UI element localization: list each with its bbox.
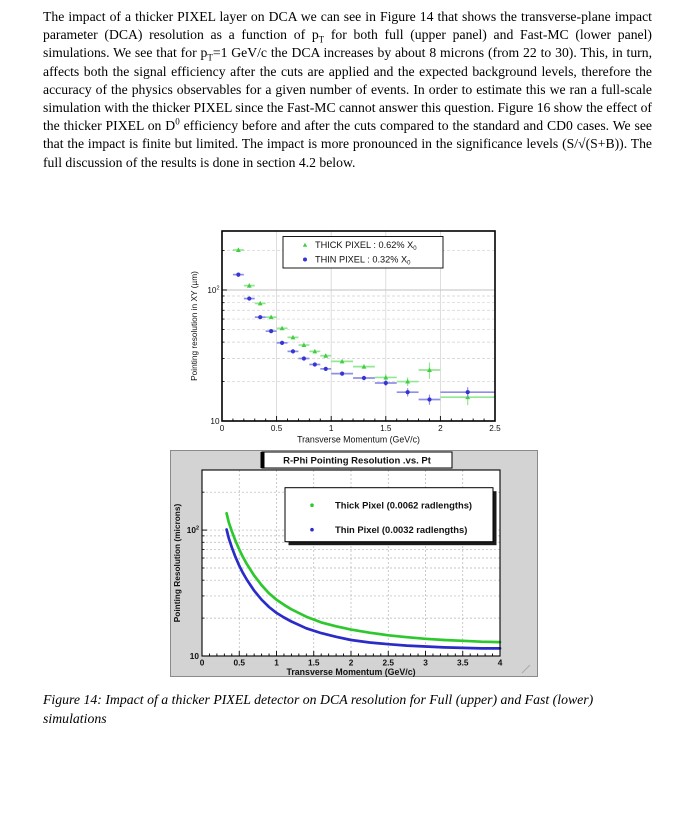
- x-tick-label: 4: [497, 657, 503, 668]
- data-point-circle: [406, 390, 410, 394]
- x-tick-label: 2.5: [489, 424, 501, 433]
- x-tick-label: 3.5: [456, 657, 469, 668]
- data-point-circle: [247, 296, 251, 300]
- y-axis-title: Pointing resolution in XY (µm): [189, 271, 199, 381]
- legend-entry-label: THIN PIXEL : 0.32% $X_0$: [315, 254, 411, 267]
- x-tick-label: 0: [199, 657, 205, 668]
- legend-marker-thin-pixel-icon: [303, 258, 307, 262]
- legend-marker-thin-pixel-icon: [310, 528, 314, 532]
- x-axis-title: Transverse Momentum (GeV/c): [286, 667, 416, 677]
- lower-chart-root: [171, 451, 538, 678]
- axes: [189, 251, 501, 445]
- lower-chart-svg: [170, 450, 538, 678]
- lower-chart-rphi-resolution-fastmc: [170, 450, 538, 678]
- title-box-left-bar: [261, 452, 265, 468]
- data-point-circle: [313, 362, 317, 366]
- paragraph-segment: The impact of a thicker PIXEL layer on DCA we can see in Figure 14 that shows the transverse-plane impact parameter (DCA) resolution as a function of p: [43, 9, 652, 43]
- y-tick-label-100: $10^2$: [207, 285, 220, 295]
- x-axis-title: Transverse Momentum (GeV/c): [297, 434, 420, 445]
- body-paragraph: [43, 8, 652, 172]
- data-point-circle: [258, 315, 262, 319]
- y-axis-title: Pointing Resolution (microns): [172, 503, 182, 623]
- paragraph-segment: efficiency before and after the cuts compared to the standard and CD0 cases. We see that the impact is finite but limited. The impact is more pronounced in the significance levels (S/√(S+B)). The full discussion of the results is done in section 4.2 below.: [43, 118, 652, 170]
- legend-entry-label: Thick Pixel (0.0062 radlengths): [335, 499, 473, 511]
- data-point-circle: [340, 372, 344, 376]
- data-point-circle: [362, 376, 366, 380]
- data-point-circle: [269, 329, 273, 333]
- x-tick-label: 1.5: [307, 657, 320, 668]
- data-point-circle: [466, 390, 470, 394]
- legend: [285, 488, 497, 546]
- data-point-circle: [384, 381, 388, 385]
- paragraph-segment: =1 GeV/c the DCA increases by about 8 microns (from 22 to 30). This, in turn, affects both the signal efficiency after the cuts are applied and the expected background levels, therefore the accuracy of the physics observables for a given number of events. In order to estimate this we ran a full-scale simulation with the thicker PIXEL since the Fast-MC cannot answer this question. Figure 16 show the effect of the thicker PIXEL on D: [43, 45, 653, 134]
- y-tick-label-100: $10^2$: [186, 525, 199, 536]
- x-tick-label: 1: [328, 424, 334, 433]
- x-tick-label: 0: [219, 424, 225, 433]
- paragraph-segment: for both full (upper panel) and Fast-MC (lower panel) simulations. We see that for p: [43, 27, 652, 61]
- paragraph-segment: 0: [175, 116, 180, 127]
- data-point-circle: [324, 367, 328, 371]
- legend-entry-label: Thin Pixel (0.0032 radlengths): [335, 523, 468, 535]
- legend-entry-label: THICK PIXEL : 0.62% $X_0$: [315, 240, 417, 252]
- upper-chart-root: [189, 231, 501, 445]
- series-thin-pixel: [233, 272, 495, 404]
- y-tick-label-10: 10: [210, 417, 220, 426]
- x-tick-label: 1.5: [380, 424, 392, 433]
- data-point-circle: [291, 349, 295, 353]
- data-point-circle: [236, 273, 240, 277]
- legend-marker-thick-pixel-icon: [310, 503, 314, 507]
- paragraph-segment: T: [207, 53, 213, 64]
- chart-title-box: [261, 452, 453, 468]
- data-point-circle: [280, 341, 284, 345]
- x-tick-label: 0.5: [233, 657, 246, 668]
- x-tick-label: 0.5: [270, 424, 283, 433]
- y-tick-label-10: 10: [189, 651, 199, 661]
- x-tick-label: 3: [423, 657, 428, 668]
- x-tick-label: 1: [274, 657, 279, 668]
- upper-chart-svg: [188, 228, 502, 446]
- x-tick-label: 2.5: [382, 657, 395, 668]
- data-point-circle: [302, 356, 306, 360]
- figure-caption: Figure 14: Impact of a thicker PIXEL detector on DCA resolution for Full (upper) and Fast (lower) simulations: [43, 692, 594, 726]
- data-point-circle: [427, 397, 431, 401]
- paragraph-segment: T: [318, 34, 325, 45]
- x-tick-label: 2: [438, 424, 443, 433]
- x-tick-label: 2: [348, 657, 354, 668]
- chart-title: R-Phi Pointing Resolution .vs. Pt: [283, 455, 431, 467]
- legend: [283, 237, 443, 269]
- upper-chart-dca-resolution-full-sim: [188, 228, 502, 446]
